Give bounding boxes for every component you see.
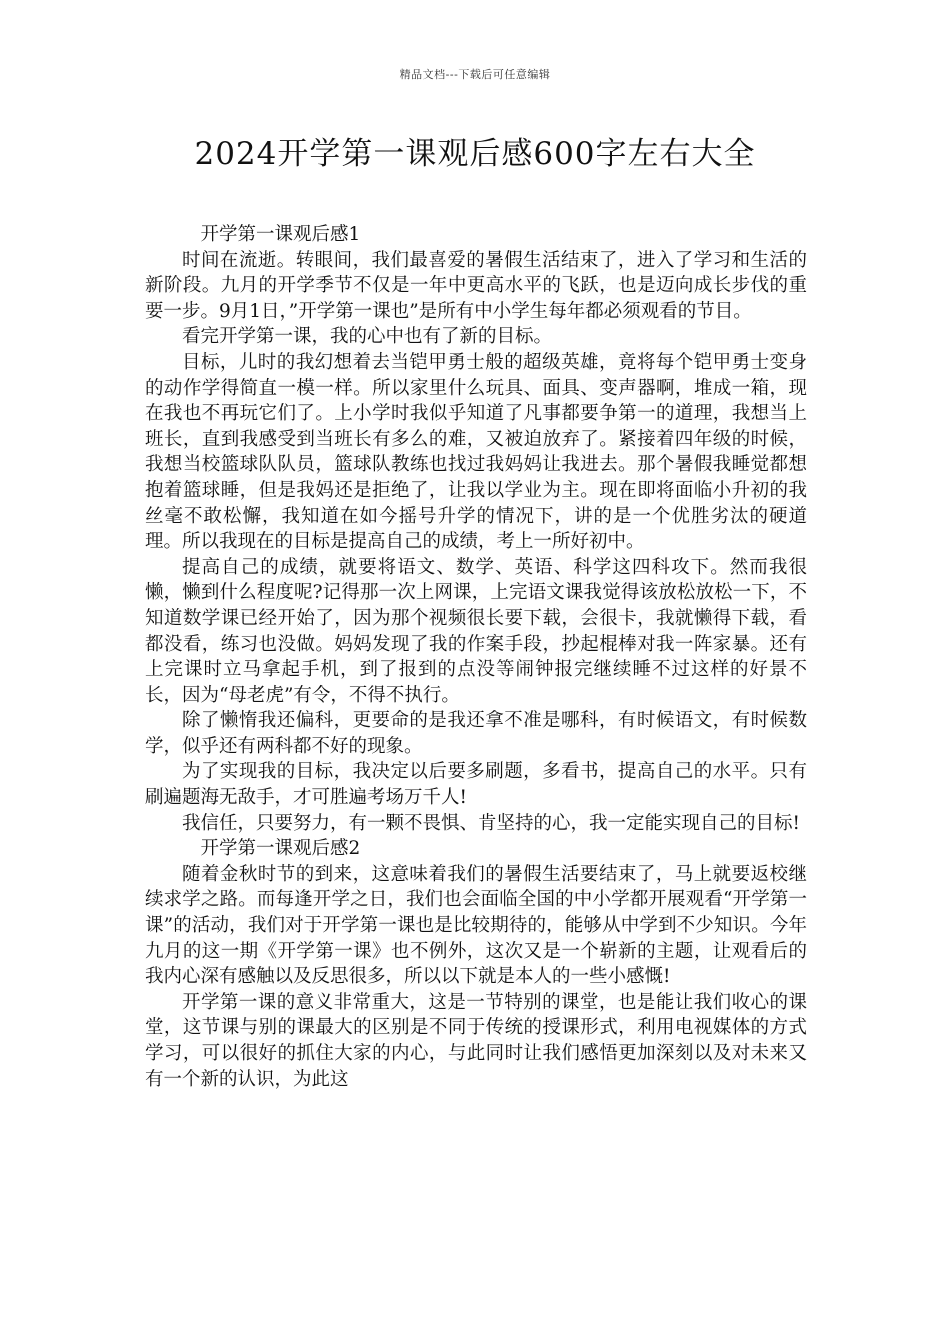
paragraph: 开学第一课的意义非常重大，这是一节特别的课堂，也是能让我们收心的课堂，这节课与别的课最大的区别是不同于传统的授课形式，利用电视媒体的方式学习，可以很好的抓住大家的内心，与此同时让我们感悟更加深刻以及对未来又有一个新的认识，为此这 xyxy=(145,991,807,1090)
header-note: 精品文档---下载后可任意编辑 xyxy=(399,68,551,81)
paragraph: 时间在流逝。转眼间，我们最喜爱的暑假生活结束了，进入了学习和生活的新阶段。九月的开学季节不仅是一年中更高水平的飞跃，也是迈向成长步伐的重要一步。9月1日，”开学第一课也”是所有中小学生每年都必须观看的节目。 xyxy=(145,249,807,322)
section-heading-1: 开学第一课观后感1 xyxy=(200,224,361,245)
paragraph: 我信任，只要努力，有一颗不畏惧、肯坚持的心，我一定能实现自己的目标! xyxy=(182,812,800,834)
paragraph: 提高自己的成绩，就要将语文、数学、英语、科学这四科攻下。然而我很懒，懒到什么程度呢?记得那一次上网课，上完语文课我觉得该放松放松一下，不知道数学课已经开始了，因为那个视频很长要下载，会很卡，我就懒得下载，看都没看，练习也没做。妈妈发现了我的作案手段，抄起棍棒对我一阵家暴。还有上完课时立马拿起手机，到了报到的点没等闹钟报完继续睡不过这样的好景不长，因为“母老虎”有令，不得不执行。 xyxy=(145,556,807,706)
paragraph: 为了实现我的目标，我决定以后要多刷题，多看书，提高自己的水平。只有刷遍题海无敌手，才可胜遍考场万千人! xyxy=(145,761,807,809)
paragraph: 除了懒惰我还偏科，更要命的是我还拿不准是哪科，有时候语文，有时候数学，似乎还有两科都不好的现象。 xyxy=(145,710,807,757)
paragraph: 目标，儿时的我幻想着去当铠甲勇士般的超级英雄，竟将每个铠甲勇士变身的动作学得简直一模一样。所以家里什么玩具、面具、变声器啊，堆成一箱，现在我也不再玩它们了。上小学时我似乎知道了凡事都要争第一的道理，我想当上班长，直到我感受到当班长有多么的难，又被迫放弃了。紧接着四年级的时候，我想当校篮球队队员，篮球队教练也找过我妈妈让我进去。那个暑假我睡觉都想抱着篮球睡，但是我妈还是拒绝了，让我以学业为主。现在即将面临小升初的我丝毫不敢松懈，我知道在如今摇号升学的情况下，讲的是一个优胜劣汰的硬道理。所以我现在的目标是提高自己的成绩，考上一所好初中。 xyxy=(145,351,807,553)
document-body xyxy=(145,222,807,1092)
paragraph: 随着金秋时节的到来，这意味着我们的暑假生活要结束了，马上就要返校继续求学之路。而每逢开学之日，我们也会面临全国的中小学都开展观看“开学第一课”的活动，我们对于开学第一课也是比较期待的，能够从中学到不少知识。今年九月的这一期《开学第一课》也不例外，这次又是一个崭新的主题，让观看后的我内心深有感触以及反思很多，所以以下就是本人的一些小感慨! xyxy=(145,863,807,988)
document-title: 2024开学第一课观后感600字左右大全 xyxy=(194,136,756,172)
section-heading-2: 开学第一课观后感2 xyxy=(200,838,361,860)
paragraph: 看完开学第一课，我的心中也有了新的目标。 xyxy=(182,326,553,348)
